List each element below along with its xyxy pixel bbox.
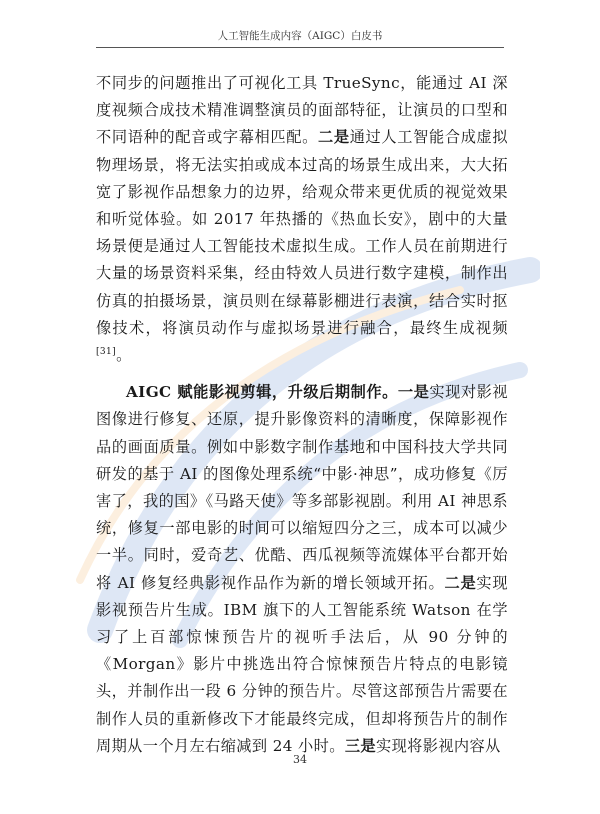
- page-number: 34: [293, 753, 307, 766]
- paragraph-lead: AIGC 赋能影视剪辑，升级后期制作。: [126, 383, 398, 402]
- paragraph-1: 不同步的问题推出了可视化工具 TrueSync，能通过 AI 深度视频合成技术精准调整演员的面部特征，让演员的口型和不同语种的配音或字幕相匹配。二是通过人工智能合成虚拟物理场景，将无法实拍或成本过高的场景生成出来，大大拓宽了影视作品想象力的边界，给观众带来更优质的视觉效果和听觉体验。如 2017 年热播的《热血长安》，剧中的大量场景便是通过人工智能技术虚拟生成。工作人员在前期进行大量的场景资料采集，经由特效人员进行数字建模，制作出仿真的拍摄场景，演员则在绿幕影棚进行表演，结合实时抠像技术，将演员动作与虚拟场景进行融合，最终生成视频[31]。: [96, 74, 508, 365]
- citation-ref: [31]: [96, 346, 117, 357]
- running-header: 人工智能生成内容（AIGC）白皮书: [96, 28, 504, 48]
- paragraph-2: AIGC 赋能影视剪辑，升级后期制作。一是实现对影视图像进行修复、还原，提升影像资料的清晰度，保障影视作品的画面质量。例如中影数字制作基地和中国科技大学共同研发的基于 AI 的图像处理系统“中影·神思”，成功修复《厉害了，我的国》《马路天使》等多部影视剧。利用 AI 神思系统，修复一部电影的时间可以缩短四分之三，成本可以减少一半。同时，爱奇艺、优酷、西瓜视频等流媒体平台都开始将 AI 修复经典影视作品作为新的增长领域开拓。二是实现影视预告片生成。IBM 旗下的人工智能系统 Watson 在学习了上百部惊悚预告片的视听手法后，从 90 分钟的《Morgan》影片中挑选出符合惊悚预告片特点的电影镜头，并制作出一段 6 分钟的预告片。尽管这部预告片需要在制作人员的重新修改下才能最终完成，但却将预告片的制作周期从一个月左右缩减到 24 小时。三是实现将影视内容从: [96, 383, 508, 755]
- body-text: [96, 70, 508, 760]
